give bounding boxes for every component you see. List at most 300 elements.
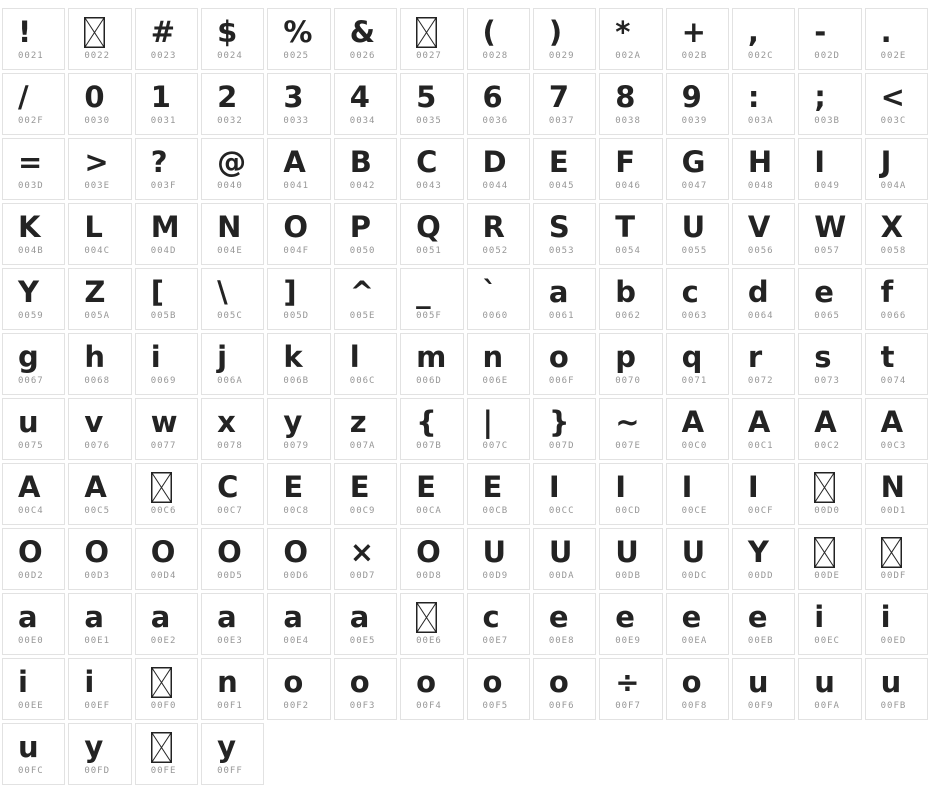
glyph-char: 9	[681, 80, 702, 114]
glyph-char: f	[880, 275, 894, 309]
glyph-cell	[2, 203, 65, 265]
glyph-char: J	[880, 145, 892, 179]
glyph-cell	[467, 658, 530, 720]
glyph-cell	[334, 658, 397, 720]
missing-glyph-icon	[416, 602, 437, 633]
glyph-cell	[334, 203, 397, 265]
glyph-code: 00F9	[747, 701, 774, 711]
glyph-cell	[533, 658, 596, 720]
glyph-char: Q	[416, 210, 441, 244]
glyph-cell	[865, 8, 928, 70]
glyph-code: 00DA	[548, 571, 575, 581]
glyph-cell	[400, 73, 463, 135]
glyph-char: D	[482, 145, 507, 179]
missing-glyph-icon	[881, 537, 902, 568]
glyph-code: 0045	[548, 181, 575, 191]
glyph-cell	[732, 203, 795, 265]
glyph-cell	[865, 463, 928, 525]
glyph-char: C	[416, 145, 438, 179]
glyph-char: L	[84, 210, 103, 244]
glyph-code: 00F4	[416, 701, 442, 711]
glyph-char: A	[18, 470, 41, 504]
glyph-code: 0076	[84, 441, 111, 451]
glyph-cell	[2, 658, 65, 720]
glyph-code: 004F	[283, 246, 310, 256]
glyph-code: 00E8	[548, 636, 575, 646]
glyph-char: 7	[548, 80, 570, 114]
glyph-char: H	[747, 145, 773, 179]
glyph-cell	[267, 203, 330, 265]
glyph-code: 004A	[880, 181, 907, 191]
glyph-cell	[2, 528, 65, 590]
glyph-cell	[599, 203, 662, 265]
glyph-cell	[201, 528, 264, 590]
glyph-code: 0041	[283, 181, 310, 191]
glyph-code: 00FB	[880, 701, 907, 711]
glyph-code: 002D	[814, 51, 840, 61]
glyph-cell	[267, 528, 330, 590]
glyph-code: 0039	[681, 116, 708, 126]
glyph-char: <	[880, 80, 905, 114]
missing-glyph-icon	[151, 472, 172, 503]
glyph-char: a	[84, 600, 104, 634]
glyph-char: u	[747, 665, 769, 699]
glyph-cell	[599, 593, 662, 655]
glyph-char: n	[482, 340, 504, 374]
glyph-char: ,	[747, 15, 759, 49]
glyph-char: O	[18, 535, 43, 569]
glyph-cell	[201, 268, 264, 330]
glyph-char: h	[84, 340, 105, 374]
glyph-cell	[135, 528, 198, 590]
glyph-char: m	[416, 340, 447, 374]
glyph-code: 007C	[482, 441, 509, 451]
glyph-char: r	[747, 340, 763, 374]
glyph-cell	[68, 528, 131, 590]
glyph-char: U	[482, 535, 507, 569]
glyph-code: 0044	[482, 181, 509, 191]
glyph-code: 0079	[283, 441, 310, 451]
glyph-code: 0050	[349, 246, 376, 256]
glyph-code: 00FD	[84, 766, 111, 776]
glyph-cell	[334, 138, 397, 200]
glyph-code: 0047	[681, 181, 708, 191]
glyph-code: 00CA	[416, 506, 442, 516]
glyph-code: 00FA	[814, 701, 840, 711]
glyph-code: 002A	[615, 51, 641, 61]
glyph-char: T	[615, 210, 635, 244]
glyph-cell	[334, 8, 397, 70]
glyph-cell	[2, 398, 65, 460]
glyph-cell	[533, 398, 596, 460]
glyph-char: t	[880, 340, 895, 374]
glyph-char: E	[548, 145, 569, 179]
glyph-cell	[798, 333, 861, 395]
glyph-cell	[68, 658, 131, 720]
glyph-cell	[666, 463, 729, 525]
glyph-code: 00F6	[548, 701, 575, 711]
glyph-code: 00F7	[615, 701, 641, 711]
glyph-cell	[798, 398, 861, 460]
glyph-code: 005A	[84, 311, 111, 321]
glyph-char: k	[283, 340, 303, 374]
glyph-code: 0027	[416, 51, 442, 61]
glyph-char: O	[283, 535, 309, 569]
glyph-cell	[599, 528, 662, 590]
glyph-code: 00F1	[217, 701, 243, 711]
glyph-cell	[798, 73, 861, 135]
glyph-char: u	[18, 730, 39, 764]
glyph-code: 00E3	[217, 636, 243, 646]
glyph-code: 0061	[548, 311, 575, 321]
glyph-cell	[135, 333, 198, 395]
glyph-char: #	[150, 15, 176, 49]
glyph-char: a	[349, 600, 370, 634]
glyph-cell	[267, 658, 330, 720]
glyph-char: /	[18, 80, 29, 114]
glyph-cell	[666, 8, 729, 70]
glyph-code: 00C4	[18, 506, 44, 516]
glyph-cell	[732, 73, 795, 135]
glyph-cell	[334, 463, 397, 525]
glyph-cell	[798, 138, 861, 200]
glyph-char: o	[416, 665, 437, 699]
glyph-cell	[599, 138, 662, 200]
glyph-cell	[533, 138, 596, 200]
glyph-cell	[599, 333, 662, 395]
glyph-code: 00E1	[84, 636, 111, 646]
glyph-char: I	[814, 145, 826, 179]
glyph-code: 00C9	[349, 506, 376, 516]
glyph-cell	[68, 203, 131, 265]
glyph-cell	[400, 398, 463, 460]
glyph-char: z	[349, 405, 367, 439]
glyph-code: 0077	[150, 441, 177, 451]
glyph-cell	[334, 398, 397, 460]
glyph-char: ×	[349, 535, 375, 569]
glyph-code: 0064	[747, 311, 774, 321]
glyph-code: 006F	[548, 376, 575, 386]
glyph-char: -	[814, 15, 827, 49]
glyph-code: 0075	[18, 441, 44, 451]
glyph-cell	[201, 333, 264, 395]
glyph-cell	[267, 138, 330, 200]
glyph-code: 0072	[747, 376, 774, 386]
glyph-cell	[135, 73, 198, 135]
glyph-cell	[2, 268, 65, 330]
glyph-cell	[2, 593, 65, 655]
glyph-cell	[400, 528, 463, 590]
glyph-code: 002F	[18, 116, 44, 126]
glyph-code: 004C	[84, 246, 111, 256]
glyph-char: a	[283, 600, 303, 634]
glyph-code: 0078	[217, 441, 243, 451]
glyph-code: 0037	[548, 116, 575, 126]
glyph-char: !	[18, 15, 32, 49]
glyph-cell	[533, 8, 596, 70]
glyph-cell	[865, 73, 928, 135]
glyph-cell	[533, 73, 596, 135]
glyph-cell	[334, 73, 397, 135]
glyph-char: i	[18, 665, 28, 699]
glyph-char: B	[349, 145, 372, 179]
glyph-code: 00C5	[84, 506, 111, 516]
glyph-char: a	[150, 600, 171, 634]
glyph-char: F	[615, 145, 636, 179]
glyph-cell	[135, 8, 198, 70]
glyph-char: Y	[18, 275, 39, 309]
glyph-cell	[666, 138, 729, 200]
glyph-cell	[400, 658, 463, 720]
glyph-cell	[666, 73, 729, 135]
glyph-code: 00D7	[349, 571, 376, 581]
glyph-code: 0073	[814, 376, 840, 386]
glyph-cell	[798, 463, 861, 525]
glyph-code: 005F	[416, 311, 442, 321]
glyph-code: 005C	[217, 311, 243, 321]
glyph-char: W	[814, 210, 847, 244]
glyph-char: \	[217, 275, 228, 309]
glyph-cell	[732, 463, 795, 525]
glyph-cell	[798, 268, 861, 330]
glyph-code: 00E0	[18, 636, 44, 646]
glyph-char: l	[349, 340, 360, 374]
glyph-char: M	[150, 210, 180, 244]
glyph-code: 0040	[217, 181, 243, 191]
glyph-char: }	[548, 405, 570, 439]
glyph-code: 0042	[349, 181, 376, 191]
glyph-code: 00F5	[482, 701, 509, 711]
glyph-char: ]	[283, 275, 297, 309]
glyph-code: 00CF	[747, 506, 774, 516]
glyph-code: 0032	[217, 116, 243, 126]
glyph-char: 6	[482, 80, 503, 114]
missing-glyph-icon	[84, 17, 105, 48]
glyph-cell	[135, 463, 198, 525]
glyph-char: K	[18, 210, 41, 244]
glyph-cell	[732, 138, 795, 200]
glyph-code: 00C7	[217, 506, 243, 516]
glyph-cell	[201, 593, 264, 655]
glyph-cell	[201, 398, 264, 460]
glyph-code: 00CC	[548, 506, 575, 516]
glyph-code: 00FC	[18, 766, 44, 776]
glyph-code: 007D	[548, 441, 575, 451]
glyph-code: 00EC	[814, 636, 840, 646]
glyph-char: e	[681, 600, 702, 634]
glyph-cell	[732, 528, 795, 590]
glyph-char: i	[150, 340, 161, 374]
glyph-code: 00E5	[349, 636, 376, 646]
missing-glyph-icon	[814, 472, 835, 503]
glyph-code: 0023	[150, 51, 177, 61]
glyph-cell	[732, 658, 795, 720]
glyph-code: 00E2	[150, 636, 177, 646]
glyph-code: 00ED	[880, 636, 907, 646]
glyph-char: X	[880, 210, 903, 244]
glyph-cell	[267, 593, 330, 655]
glyph-code: 0051	[416, 246, 442, 256]
glyph-code: 0057	[814, 246, 840, 256]
glyph-char: P	[349, 210, 372, 244]
glyph-char: e	[615, 600, 635, 634]
glyph-code: 00EB	[747, 636, 774, 646]
glyph-char	[416, 15, 458, 49]
glyph-char: d	[747, 275, 769, 309]
glyph-char: o	[283, 665, 304, 699]
glyph-cell	[467, 463, 530, 525]
glyph-cell	[599, 8, 662, 70]
glyph-char: i	[814, 600, 825, 634]
glyph-cell	[400, 8, 463, 70]
glyph-char: g	[18, 340, 39, 374]
glyph-code: 00D5	[217, 571, 243, 581]
glyph-code: 0026	[349, 51, 376, 61]
glyph-char: e	[548, 600, 569, 634]
glyph-char	[84, 15, 126, 49]
glyph-char: I	[615, 470, 626, 504]
glyph-char: U	[548, 535, 573, 569]
missing-glyph-icon	[814, 537, 835, 568]
glyph-code: 0029	[548, 51, 575, 61]
glyph-char: i	[84, 665, 95, 699]
glyph-code: 002B	[681, 51, 708, 61]
glyph-cell	[267, 463, 330, 525]
glyph-char: +	[681, 15, 706, 49]
glyph-cell	[135, 398, 198, 460]
glyph-code: 0058	[880, 246, 907, 256]
glyph-code: 0074	[880, 376, 907, 386]
glyph-char: 4	[349, 80, 370, 114]
glyph-code: 0031	[150, 116, 177, 126]
glyph-cell	[68, 593, 131, 655]
glyph-code: 00E6	[416, 636, 442, 646]
glyph-cell	[334, 268, 397, 330]
glyph-char: y	[217, 730, 236, 764]
glyph-cell	[599, 463, 662, 525]
glyph-char	[151, 470, 193, 504]
glyph-char: V	[747, 210, 771, 244]
glyph-cell	[400, 203, 463, 265]
glyph-code: 00F3	[349, 701, 376, 711]
glyph-cell	[798, 8, 861, 70]
glyph-code: 00DE	[814, 571, 840, 581]
glyph-char: O	[283, 210, 309, 244]
glyph-cell	[533, 203, 596, 265]
glyph-cell	[599, 73, 662, 135]
glyph-code: 00C1	[747, 441, 774, 451]
glyph-cell	[135, 203, 198, 265]
glyph-char: I	[681, 470, 693, 504]
glyph-char: 1	[150, 80, 171, 114]
glyph-char: Z	[84, 275, 106, 309]
glyph-code: 00CB	[482, 506, 509, 516]
glyph-cell	[533, 593, 596, 655]
glyph-char: O	[416, 535, 441, 569]
missing-glyph-icon	[151, 732, 172, 763]
glyph-char: ;	[814, 80, 826, 114]
glyph-char: [	[150, 275, 164, 309]
glyph-char: b	[615, 275, 636, 309]
glyph-char: 8	[615, 80, 636, 114]
glyph-cell	[68, 268, 131, 330]
glyph-cell	[201, 138, 264, 200]
glyph-cell	[798, 593, 861, 655]
glyph-char: Y	[747, 535, 769, 569]
glyph-char: O	[150, 535, 176, 569]
glyph-cell	[135, 723, 198, 785]
glyph-code: 006C	[349, 376, 376, 386]
glyph-code: 003E	[84, 181, 111, 191]
glyph-char	[881, 535, 923, 569]
glyph-char: N	[880, 470, 905, 504]
glyph-char: {	[416, 405, 437, 439]
glyph-char: v	[84, 405, 104, 439]
glyph-cell	[267, 398, 330, 460]
glyph-cell	[135, 658, 198, 720]
glyph-code: 0034	[349, 116, 376, 126]
glyph-cell	[400, 333, 463, 395]
glyph-code: 005B	[150, 311, 177, 321]
glyph-code: 0022	[84, 51, 111, 61]
glyph-char: c	[482, 600, 500, 634]
glyph-code: 00D2	[18, 571, 44, 581]
glyph-code: 007E	[615, 441, 641, 451]
glyph-cell	[2, 333, 65, 395]
glyph-cell	[201, 723, 264, 785]
glyph-cell	[865, 138, 928, 200]
glyph-code: 00FE	[150, 766, 177, 776]
glyph-char: R	[482, 210, 505, 244]
glyph-code: 004E	[217, 246, 243, 256]
glyph-code: 00C6	[150, 506, 177, 516]
glyph-char	[151, 730, 193, 764]
glyph-cell	[467, 528, 530, 590]
glyph-cell	[400, 463, 463, 525]
glyph-char: y	[283, 405, 303, 439]
glyph-char: u	[880, 665, 902, 699]
glyph-code: 0071	[681, 376, 708, 386]
glyph-code: 00E4	[283, 636, 310, 646]
glyph-char: c	[681, 275, 699, 309]
glyph-char: 0	[84, 80, 105, 114]
glyph-code: 0065	[814, 311, 840, 321]
glyph-cell	[467, 398, 530, 460]
glyph-code: 003B	[814, 116, 840, 126]
glyph-cell	[68, 8, 131, 70]
glyph-code: 0049	[814, 181, 840, 191]
glyph-char: N	[217, 210, 242, 244]
glyph-code: 0059	[18, 311, 44, 321]
glyph-code: 00D8	[416, 571, 442, 581]
glyph-code: 00DC	[681, 571, 708, 581]
glyph-char: q	[681, 340, 703, 374]
glyph-char: o	[548, 665, 569, 699]
glyph-char: x	[217, 405, 236, 439]
glyph-char: A	[283, 145, 306, 179]
glyph-code: 004D	[150, 246, 177, 256]
glyph-char: n	[217, 665, 238, 699]
glyph-char: G	[681, 145, 706, 179]
glyph-cell	[533, 268, 596, 330]
glyph-cell	[68, 398, 131, 460]
glyph-code: 00D9	[482, 571, 509, 581]
glyph-code: 006D	[416, 376, 442, 386]
glyph-code: 0054	[615, 246, 641, 256]
glyph-cell	[666, 658, 729, 720]
glyph-cell	[599, 398, 662, 460]
glyph-char: ÷	[615, 665, 640, 699]
